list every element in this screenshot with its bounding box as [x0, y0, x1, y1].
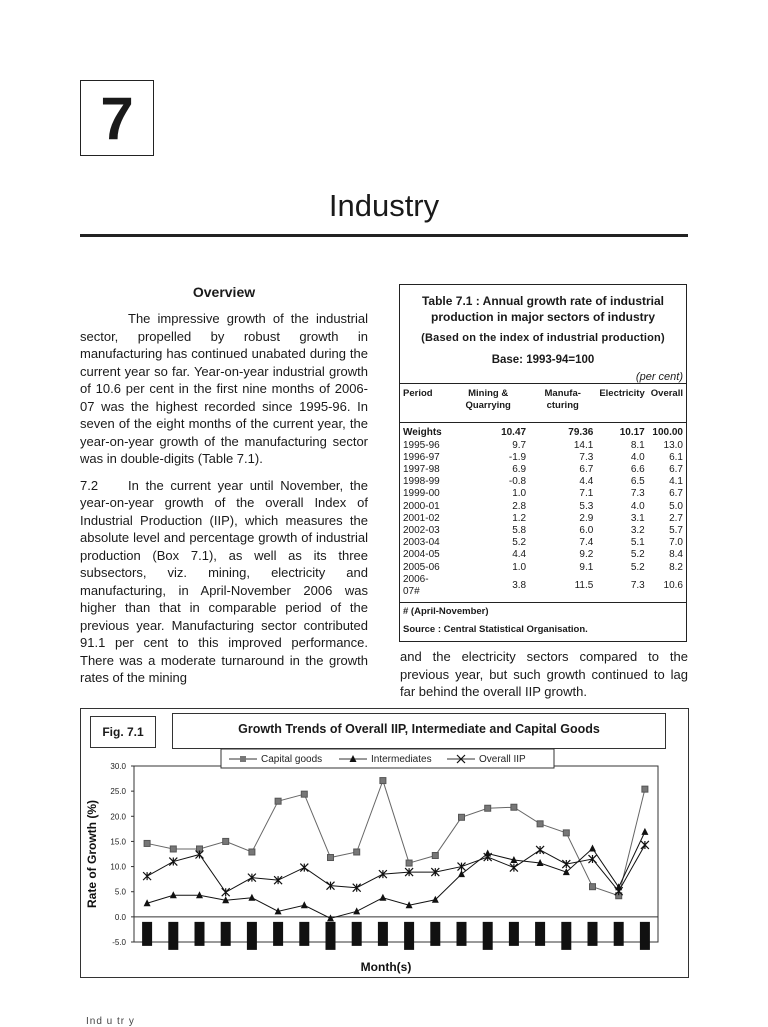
- data-point-capital-goods: [590, 884, 596, 890]
- data-point-overall-iip: [143, 872, 151, 880]
- table-cell: 6.7: [579, 464, 594, 476]
- data-point-capital-goods: [459, 814, 465, 820]
- table-row: [400, 537, 686, 549]
- table-cell: 2006-07#: [403, 573, 429, 598]
- table-cell: 6.7: [669, 488, 683, 500]
- x-category-tick: [352, 922, 362, 946]
- table-cell: 1.0: [512, 561, 527, 573]
- data-point-intermediates: [248, 894, 255, 901]
- x-category-tick: [509, 922, 519, 946]
- x-category-tick: [195, 922, 205, 946]
- data-point-capital-goods: [275, 798, 281, 804]
- table-cell: Weights: [403, 427, 442, 439]
- table-row: [400, 501, 686, 513]
- overview-heading: Overview: [192, 284, 256, 300]
- data-point-overall-iip: [589, 855, 597, 863]
- y-tick-label: -5.0: [112, 938, 126, 947]
- x-category-tick: [588, 922, 598, 946]
- table-cell: 5.2: [630, 561, 645, 573]
- data-point-capital-goods: [642, 786, 648, 792]
- table-cell: 4.4: [579, 476, 594, 488]
- table-cell: 5.0: [669, 500, 683, 512]
- x-category-tick: [221, 922, 231, 946]
- x-category-tick: [299, 922, 309, 946]
- table-cell: 7.3: [630, 579, 645, 591]
- table-cell: 11.5: [574, 579, 594, 591]
- table-row: [400, 574, 686, 598]
- table-cell: 4.0: [630, 451, 645, 463]
- table-cell: 2.8: [512, 500, 527, 512]
- table-row: [400, 488, 686, 500]
- table-cell: 5.2: [630, 549, 645, 561]
- x-category-tick: [247, 922, 257, 950]
- table-cell: 7.1: [579, 488, 594, 500]
- table-weights-row: [400, 423, 686, 440]
- table-cell: 10.47: [501, 427, 527, 439]
- table-cell: 14.1: [573, 439, 594, 451]
- data-point-intermediates: [589, 844, 596, 851]
- table-row: [400, 562, 686, 574]
- table-cell: 2.7: [669, 512, 683, 524]
- data-point-overall-iip: [300, 864, 308, 872]
- table-header-cell: Overall: [650, 388, 683, 399]
- table-cell: 1995-96: [403, 439, 440, 451]
- overview-paragraph-1: The impressive growth of the industrial sector, propelled by robust growth in manufacturing has continued unabated during the current year so far. Year-on-year industrial growth of 10.6 per cent in the first nine months of 2006-07 was the highest recorded since 1995-96. In seven of the eight months of the current year, the year-on-year growth of the manufacturing sector was in double-digits (Table 7.1).: [80, 311, 368, 466]
- legend-label: Capital goods: [261, 754, 323, 765]
- growth-trends-chart: [80, 746, 687, 976]
- growth-table: [400, 384, 686, 598]
- data-point-capital-goods: [485, 805, 491, 811]
- table-cell: 2001-02: [403, 512, 440, 524]
- paragraph-2-continued: and the electricity sectors compared to the previous year, but such growth continued to lag far behind the overall IIP growth.: [400, 649, 688, 699]
- table-cell: 3.1: [630, 512, 645, 524]
- table-cell: 5.7: [669, 525, 683, 537]
- figure-title: Growth Trends of Overall IIP, Intermediate and Capital Goods: [172, 713, 666, 749]
- table-cell: 5.2: [512, 537, 527, 549]
- table-cell: 8.1: [630, 439, 645, 451]
- table-cell: 13.0: [663, 439, 683, 451]
- legend-marker-square: [240, 756, 246, 762]
- y-tick-label: 10.0: [110, 862, 126, 872]
- table-cell: 10.17: [619, 427, 645, 439]
- table-cell: 100.00: [652, 427, 683, 439]
- data-point-intermediates: [641, 828, 648, 835]
- x-axis-title: Month(s): [360, 960, 412, 974]
- y-tick-label: 20.0: [110, 812, 126, 822]
- left-column: [80, 310, 368, 696]
- data-point-intermediates: [170, 891, 177, 898]
- table-header-cell: Electricity: [599, 388, 645, 399]
- y-tick-label: 5.0: [114, 887, 126, 897]
- table-cell: 2004-05: [403, 549, 440, 561]
- table-cell: 5.1: [630, 537, 645, 549]
- table-cell: 6.0: [579, 525, 594, 537]
- table-cell: 4.4: [512, 549, 527, 561]
- table-cell: 2002-03: [403, 525, 440, 537]
- chapter-title: Industry: [328, 188, 440, 223]
- x-category-tick: [326, 922, 336, 950]
- table-base: Base: 1993-94=100: [491, 354, 595, 366]
- data-point-capital-goods: [537, 821, 543, 827]
- legend-label: Intermediates: [371, 754, 432, 765]
- data-point-overall-iip: [536, 846, 544, 854]
- data-point-overall-iip: [615, 887, 623, 895]
- table-cell: 3.2: [630, 525, 645, 537]
- data-point-intermediates: [458, 870, 465, 877]
- table-row: [400, 452, 686, 464]
- table-cell: 4.0: [630, 500, 645, 512]
- data-point-capital-goods: [249, 849, 255, 855]
- data-point-intermediates: [353, 907, 360, 914]
- data-point-overall-iip: [641, 841, 649, 849]
- data-point-overall-iip: [196, 851, 204, 859]
- table-cell: 8.4: [669, 549, 683, 561]
- table-cell: 4.1: [669, 476, 683, 488]
- table-cell: 9.2: [579, 549, 594, 561]
- x-category-tick: [535, 922, 545, 946]
- x-category-tick: [483, 922, 493, 950]
- table-row: [400, 549, 686, 561]
- table-header-row: [400, 384, 686, 423]
- series-line-capital-goods: [147, 781, 645, 896]
- data-point-capital-goods: [223, 838, 229, 844]
- table-cell: -0.8: [508, 476, 527, 488]
- y-tick-label: 15.0: [110, 837, 126, 847]
- table-cell: 6.9: [512, 464, 527, 476]
- legend-label: Overall IIP: [479, 754, 526, 765]
- table-cell: 2005-06: [403, 561, 440, 573]
- data-point-intermediates: [196, 891, 203, 898]
- data-point-overall-iip: [458, 863, 466, 871]
- table-cell: 1996-97: [403, 451, 440, 463]
- data-point-intermediates: [379, 894, 386, 901]
- table-cell: 8.2: [669, 561, 683, 573]
- data-point-overall-iip: [169, 858, 177, 866]
- x-category-tick: [430, 922, 440, 946]
- data-point-capital-goods: [170, 846, 176, 852]
- table-cell: 1998-99: [403, 476, 440, 488]
- paragraph-2-text: In the current year until November, the year-on-year growth of the overall Index of Industrial Production (IIP), which measures the absolute level and percentage growth of industrial production (Box 7.1), as well as its three subsectors, viz. mining, electricity and manufacturing, in April-November 2006 was higher than that in comparable period of the previous year. Manufacturing sector contributed 91.1 per cent to this improved performance. There was a moderate turnaround in the growth rates of the mining: [80, 477, 368, 685]
- data-point-overall-iip: [222, 888, 230, 896]
- table-cell: 5.3: [579, 500, 594, 512]
- data-point-capital-goods: [328, 855, 334, 861]
- table-row: [400, 440, 686, 452]
- x-category-tick: [273, 922, 283, 946]
- table-cell: 1.2: [512, 512, 527, 524]
- x-category-tick: [561, 922, 571, 950]
- chapter-number-box: [80, 80, 154, 156]
- table-cell: 6.6: [630, 464, 645, 476]
- table-cell: 10.6: [663, 579, 683, 591]
- table-row: [400, 464, 686, 476]
- data-point-capital-goods: [511, 804, 517, 810]
- table-cell: 6.7: [669, 464, 683, 476]
- x-category-tick: [142, 922, 152, 946]
- table-cell: 1999-00: [403, 488, 440, 500]
- table-cell: -1.9: [508, 451, 527, 463]
- data-point-capital-goods: [354, 849, 360, 855]
- table-cell: 1.0: [512, 488, 527, 500]
- table-header-cell: Manufa- cturing: [544, 388, 581, 412]
- x-category-tick: [404, 922, 414, 950]
- right-column: [400, 648, 688, 701]
- data-point-capital-goods: [144, 840, 150, 846]
- data-point-overall-iip: [510, 864, 518, 872]
- y-tick-label: 25.0: [110, 787, 126, 797]
- table-cell: 6.1: [669, 451, 683, 463]
- table-cell: 7.3: [630, 488, 645, 500]
- table-row: [400, 513, 686, 525]
- table-row: [400, 525, 686, 537]
- table-cell: 3.8: [512, 579, 527, 591]
- table-cell: 5.8: [512, 525, 527, 537]
- data-point-capital-goods: [563, 830, 569, 836]
- data-point-overall-iip: [484, 853, 492, 861]
- data-point-capital-goods: [380, 778, 386, 784]
- table-subtitle: (Based on the index of industrial production): [421, 332, 665, 344]
- table-unit: (per cent): [635, 371, 683, 383]
- series-line-intermediates: [147, 832, 645, 918]
- x-category-tick: [640, 922, 650, 950]
- table-cell: 2000-01: [403, 500, 440, 512]
- table-7-1: [399, 284, 687, 642]
- data-point-capital-goods: [406, 860, 412, 866]
- x-category-tick: [457, 922, 467, 946]
- table-header-cell: Period: [403, 388, 433, 399]
- data-point-intermediates: [301, 901, 308, 908]
- data-point-capital-goods: [432, 853, 438, 859]
- overview-paragraph-2: [80, 477, 368, 687]
- y-axis-title: Rate of Growth (%): [85, 800, 99, 908]
- x-category-tick: [378, 922, 388, 946]
- data-point-capital-goods: [301, 791, 307, 797]
- figure-label: Fig. 7.1: [90, 716, 156, 748]
- table-cell: 2.9: [579, 512, 594, 524]
- table-row: [400, 476, 686, 488]
- data-point-overall-iip: [562, 860, 570, 868]
- paragraph-number: 7.2: [80, 477, 99, 493]
- table-cell: 9.7: [512, 439, 527, 451]
- table-cell: 2003-04: [403, 537, 440, 549]
- y-tick-label: 0.0: [114, 912, 126, 922]
- table-cell: 7.0: [669, 537, 683, 549]
- x-category-tick: [614, 922, 624, 946]
- chapter-number: 7: [100, 84, 134, 152]
- plot-area: [134, 766, 658, 942]
- page-footer: Ind u tr y: [86, 1016, 135, 1027]
- y-tick-label: 30.0: [110, 762, 126, 771]
- table-cell: 7.3: [579, 451, 594, 463]
- table-title: Table 7.1 : Annual growth rate of industrial production in major sectors of industry: [421, 294, 665, 324]
- table-source: Source : Central Statistical Organisation.: [403, 624, 588, 636]
- table-cell: 6.5: [630, 476, 645, 488]
- title-rule: [80, 234, 688, 237]
- table-header-cell: Mining & Quarrying: [465, 388, 511, 412]
- table-cell: 9.1: [579, 561, 594, 573]
- table-cell: 7.4: [579, 537, 594, 549]
- table-cell: 79.36: [568, 427, 594, 439]
- x-category-tick: [168, 922, 178, 950]
- table-cell: 1997-98: [403, 464, 440, 476]
- table-note: # (April-November): [403, 606, 489, 618]
